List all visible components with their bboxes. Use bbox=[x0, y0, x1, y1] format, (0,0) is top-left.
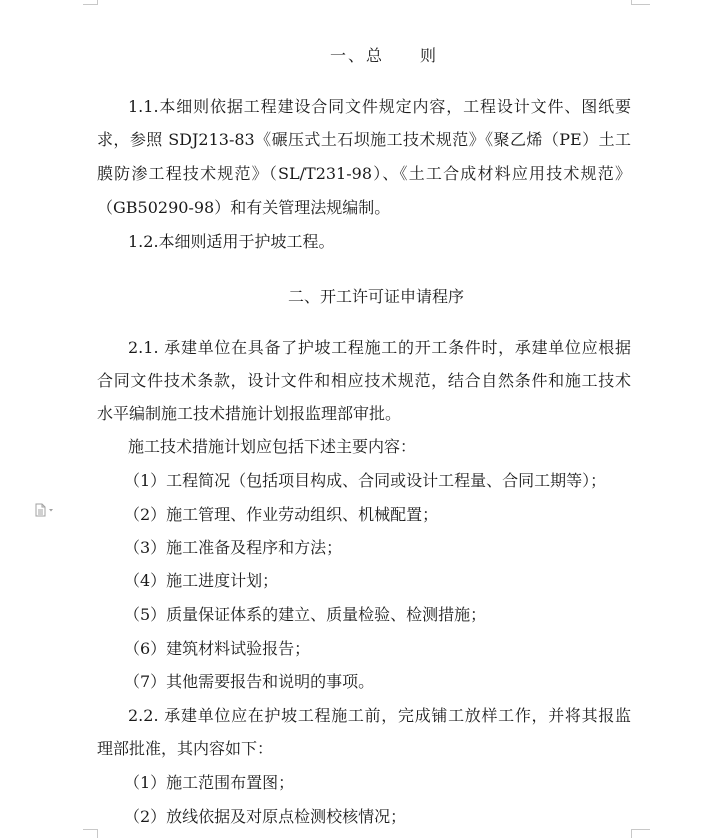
list-item: （2）放线依据及对原点检测校核情况； bbox=[124, 807, 407, 826]
paragraph-1-1-line-3: 膜防渗工程技术规范》（SL/T231-98）、《土工合成材料应用技术规范》 bbox=[97, 164, 631, 183]
list-item: （7）其他需要报告和说明的事项。 bbox=[124, 672, 375, 691]
paragraph-1-1-line-1: 1.1.本细则依据工程建设合同文件规定内容，工程设计文件、图纸要 bbox=[128, 97, 631, 116]
list-item: （6）建筑材料试验报告； bbox=[124, 639, 311, 658]
list-item: （2）施工管理、作业劳动组织、机械配置； bbox=[124, 505, 439, 524]
paragraph-1-1-line-2: 求，参照 SDJ213-83《碾压式土石坝施工技术规范》《聚乙烯（PE）土工 bbox=[97, 130, 631, 149]
section-1-title: 一、总 则 bbox=[330, 46, 439, 65]
document-anchor-icon[interactable] bbox=[35, 503, 55, 517]
paragraph-1-1-line-4: （GB50290-98）和有关管理法规编制。 bbox=[97, 198, 391, 217]
crop-mark-top-right bbox=[631, 0, 650, 5]
list-item: （5）质量保证体系的建立、质量检验、检测措施； bbox=[124, 605, 487, 624]
list-item: （3）施工准备及程序和方法； bbox=[124, 538, 343, 557]
paragraph-1-2: 1.2.本细则适用于护坡工程。 bbox=[128, 232, 335, 251]
list-item: （1）施工范围布置图； bbox=[124, 773, 295, 792]
list-item: （1）工程简况（包括项目构成、合同或设计工程量、合同工期等）； bbox=[124, 471, 607, 490]
paragraph-2-1-line-2: 合同文件技术条款，设计文件和相应技术规范，结合自然条件和施工技术 bbox=[97, 371, 631, 390]
paragraph-2-1-line-3: 水平编制施工技术措施计划报监理部审批。 bbox=[97, 404, 402, 423]
list-item: （4）施工进度计划； bbox=[124, 571, 279, 590]
crop-mark-top-left bbox=[83, 0, 98, 5]
section-2-title: 二、开工许可证申请程序 bbox=[288, 287, 465, 306]
paragraph-2-2-line-2: 理部批准，其内容如下： bbox=[97, 739, 274, 758]
paragraph-2-1-line-1: 2.1. 承建单位在具备了护坡工程施工的开工条件时，承建单位应根据 bbox=[128, 338, 631, 357]
paragraph-2-2-line-1: 2.2. 承建单位应在护坡工程施工前，完成铺工放样工作，并将其报监 bbox=[128, 706, 631, 725]
plan-intro: 施工技术措施计划应包括下述主要内容： bbox=[128, 437, 417, 456]
